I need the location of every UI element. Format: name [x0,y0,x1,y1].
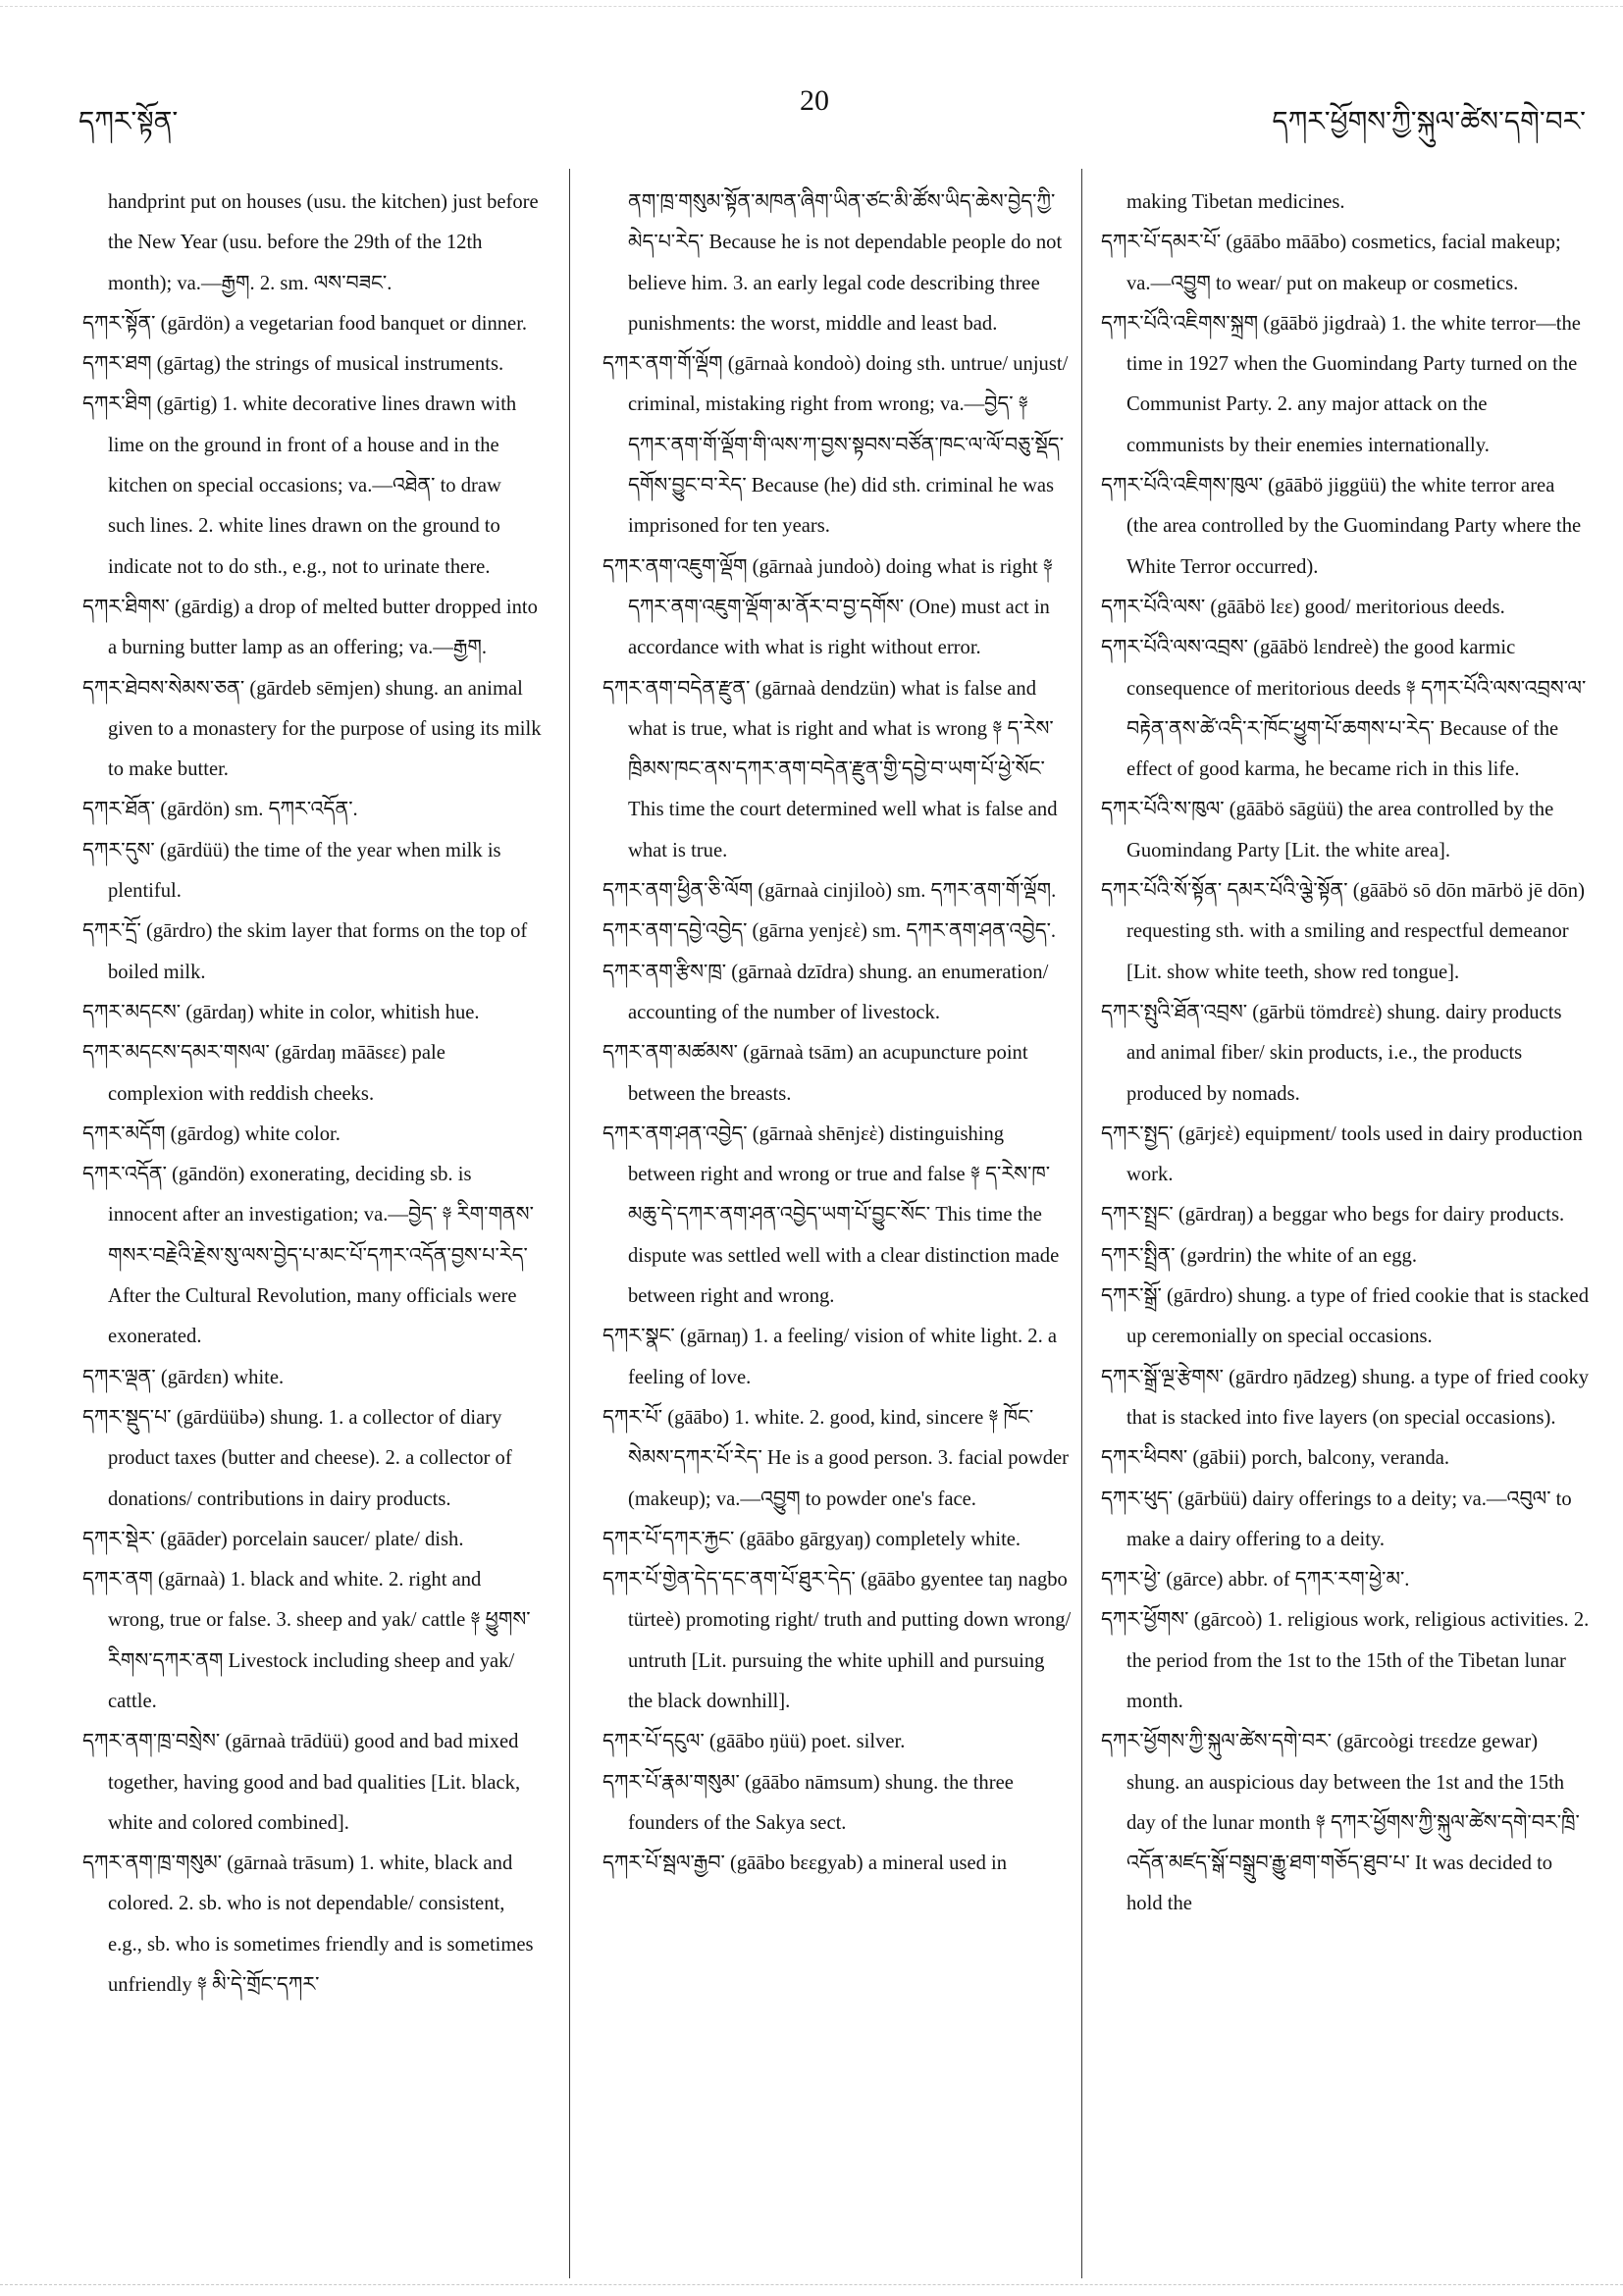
dictionary-entry: དཀར་པོའི་འཇིགས་ཁུལ་ (gāābö jiggüü) the white terror area (the area controlled by the Guomindang Party where the White Terror occurred). [1101,475,1582,578]
dictionary-entry: དཀར་ནག་ཁྲ་བསྲེས་ (gārnaà trādüü) good and bad mixed together, having good and bad qualities [Lit. black, white and colored combined]. [82,1731,521,1834]
dictionary-entry: དཀར་ནག་མཚམས་ (gārnaà tsām) an acupuncture point between the breasts. [602,1042,1028,1105]
column-divider [1081,169,1082,2278]
dictionary-entry: དཀར་ཐེབས་སེམས་ཅན་ (gārdeb sēmjen) shung. an animal given to a monastery for the purpose of using its milk to make butter. [82,677,542,781]
dictionary-entry: དཀར་ནག་ཤན་འབྱེད་ (gārnaà shēnjεὲ) distinguishing between right and wrong or true and false ༈ ད་རེས་ཁ་མཆུ་དེ་དཀར་ནག་ཤན་འབྱེད་ཡག་པོ་བྱུང་སོང་ This time the dispute was settled well with a clear distinction made between right and wrong. [602,1122,1060,1308]
dictionary-column-2 [602,183,1073,2272]
dictionary-entry: དཀར་ཕུད་ (gārbüü) dairy offerings to a deity; va.—འབུལ་ to make a dairy offering to a deity. [1101,1487,1572,1550]
dictionary-column-1 [82,183,542,2272]
dictionary-entry: དཀར་སྒྲོ་ལྔ་རྩེགས་ (gārdro ŋādzeg) shung. a type of fried cooky that is stacked into five layers (on special occasions). [1101,1366,1590,1429]
dictionary-entry: དཀར་སྤུའི་ཐོན་འབྲས་ (gārbü tömdrεὲ) shung. dairy products and animal fiber/ skin products, i.e., the products produced by nomads. [1101,1001,1562,1105]
dictionary-entry: དཀར་འདོན་ (gāndön) exonerating, deciding sb. is innocent after an investigation; va.—བྱེད་ ༈ རིག་གནས་གསར་བརྗེའི་རྗེས་སུ་ལས་བྱེད་པ་མང་པོ་དཀར་འདོན་བྱས་པ་རེད་ After the Cultural Revolution, many officials were exonerated. [82,1164,534,1348]
dictionary-entry: དཀར་ནག (gārnaà) 1. black and white. 2. right and wrong, true or false. 3. sheep and yak/ cattle ༈ ཕྱུགས་རིགས་དཀར་ནག Livestock including sheep and yak/ cattle. [82,1569,531,1712]
dictionary-entry: དཀར་ཐོན་ (gārdön) sm. དཀར་འདོན་. [82,799,358,821]
dictionary-entry: དཀར་ཐིག (gārtig) 1. white decorative lines drawn with lime on the ground in front of a house and in the kitchen on special occasions; va.—འཐེན་ to draw such lines. 2. white lines drawn on the ground to indicate not to do sth., e.g., not to urinate there. [82,393,517,578]
dictionary-entry: དཀར་པོ་ (gāābo) 1. white. 2. good, kind, sincere ༈ ཁོང་སེམས་དཀར་པོ་རེད་ He is a good person. 3. facial powder (makeup); va.—འབྱུག to powder one's face. [602,1406,1070,1510]
dictionary-entry: དཀར་སྤྲིན་ (gərdrin) the white of an egg. [1101,1244,1417,1267]
dictionary-entry: དཀར་ནག་རྩིས་ཁྲ་ (gārnaà dzīdra) shung. an enumeration/ accounting of the number of livestock. [602,961,1049,1023]
dictionary-entry: དཀར་སྟོན་ (gārdön) a vegetarian food banquet or dinner. [82,312,528,335]
dictionary-entry: དཀར་ཕྱེ་ (gārce) abbr. of དཀར་རག་ཕྱེ་མ་. [1101,1569,1410,1592]
dictionary-entry: དཀར་སྒྲོ་ (gārdro) shung. a type of fried cookie that is stacked up ceremonially on special occasions. [1101,1285,1589,1348]
dictionary-entry: དཀར་ཕྱོགས་ (gārcoò) 1. religious work, religious activities. 2. the period from the 1st to the 15th of the Tibetan lunar month. [1101,1609,1590,1712]
dictionary-entry: དཀར་མདངས་དམར་གསལ་ (gārdaŋ māāsεε) pale complexion with reddish cheeks. [82,1042,445,1105]
dictionary-entry: དཀར་ཕྱོགས་ཀྱི་སྐུལ་ཚེས་དགེ་བར་ (gārcoògi trεεdze gewar) shung. an auspicious day between the 1st and the 15th day of the lunar month ༈ དཀར་ཕྱོགས་ཀྱི་སྐུལ་ཚེས་དགེ་བར་ཁྲི་འདོན་མཛད་སྒོ་བསྒྲུབ་རྒྱུ་ཐག་གཅོད་ཐུབ་པ་ It was decided to hold the [1101,1731,1580,1915]
dictionary-entry: དཀར་ནག་གོ་ལྡོག (gārnaà kondoò) doing sth. untrue/ unjust/ criminal, mistaking right from wrong; va.—བྱེད་ ༈ དཀར་ནག་གོ་ལྡོག་གི་ལས་ཀ་བྱས་སྟབས་བཙོན་ཁང་ལ་ལོ་བཅུ་སྡོད་དགོས་བྱུང་བ་རེད་ Because (he) did sth. criminal he was imprisoned for ten years. [602,353,1069,538]
dictionary-entry: དཀར་པོའི་འཇིགས་སྐྲག (gāābö jigdraà) 1. the white terror—the time in 1927 when the Guomindang Party turned on the Communist Party. 2. any major attack on the communists by their enemies internationally. [1101,312,1581,456]
dictionary-entry: དཀར་སྤྱད་ (gārjεὲ) equipment/ tools used in dairy production work. [1101,1122,1583,1186]
dictionary-entry: དཀར་དྲོ་ (gārdro) the skim layer that forms on the top of boiled milk. [82,920,528,983]
dictionary-entry: དཀར་སྣང་ (gārnaŋ) 1. a feeling/ vision of white light. 2. a feeling of love. [602,1326,1058,1388]
dictionary-entry: དཀར་མདོག (gārdog) white color. [82,1122,340,1145]
dictionary-entry: དཀར་ནག་ཁྲ་གསུམ་ (gārnaà trāsum) 1. white, black and colored. 2. sb. who is not dependable/ consistent, e.g., sb. who is sometimes friendly and is sometimes unfriendly ༈ མི་དེ་གྲོང་དཀར་ [82,1852,534,1997]
dictionary-entry: དཀར་ལྡན་ (gārdεn) white. [82,1366,285,1388]
dictionary-entry: དཀར་སྡུད་པ་ (gārdüübə) shung. 1. a collector of diary product taxes (butter and cheese). 2. a collector of donations/ contributions in dairy products. [82,1406,512,1510]
continued-entry: making Tibetan medicines. [1126,191,1345,213]
dictionary-column-3 [1101,183,1590,2272]
dictionary-entry: དཀར་པོའི་ས་ཁུལ་ (gāābö sāgüü) the area controlled by the Guomindang Party [Lit. the white area]. [1101,799,1554,861]
dictionary-entry: དཀར་ནག་ཕྱིན་ཅི་ལོག (gārnaà cinjiloò) sm. དཀར་ནག་གོ་ལྡོག. [602,880,1057,903]
header-right-guideword: དཀར་ཕྱོགས་ཀྱི་སྐུལ་ཚེས་དགེ་བར་ [1272,107,1586,137]
dictionary-entry: དཀར་པོའི་ལས་འབྲས་ (gāābö lεndreè) the good karmic consequence of meritorious deeds ༈ དཀར་པོའི་ལས་འབྲས་ལ་བརྟེན་ནས་ཚེ་འདི་ར་ཁོང་ཕྱུག་པོ་ཆགས་པ་རེད་ Because of the effect of good karma, he became rich in this life. [1101,637,1587,781]
dictionary-entry: དཀར་པོའི་ལས་ (gāābö lεε) good/ meritorious deeds. [1101,596,1505,618]
dictionary-entry: དཀར་པོ་གྱེན་དེད་དང་ནག་པོ་ཐུར་དེད་ (gāābo gyentee taŋ nagbo türteè) promoting right/ truth and putting down wrong/ untruth [Lit. pursuing the white uphill and pursuing the black downhill]. [602,1569,1072,1712]
dictionary-entry: དཀར་ཐག (gārtag) the strings of musical instruments. [82,353,504,376]
dictionary-entry: དཀར་སྤྲང་ (gārdraŋ) a beggar who begs for dairy products. [1101,1204,1565,1226]
header-left-guideword: དཀར་སྟོན་ [79,107,179,137]
dictionary-entry: དཀར་པོ་སྦལ་རྒྱབ་ (gāābo bεεgyab) a mineral used in [602,1852,1008,1875]
continued-entry: ནག་ཁྲ་གསུམ་སྟོན་མཁན་ཞིག་ཡིན་ཙང་མི་ཚོས་ཡིད་ཆེས་བྱེད་ཀྱི་མེད་པ་རེད་ Because he is not dependable people do not believe him. 3. an early legal code describing three punishments: the worst, middle and least bad. [628,191,1063,335]
dictionary-entry: དཀར་ནག་འཇུག་ལྡོག (gārnaà jundoò) doing what is right ༈ དཀར་ནག་འཇུག་ལྡོག་མ་ནོར་བ་བྱ་དགོས་ (One) must act in accordance with what is right without error. [602,555,1053,659]
dictionary-entry: དཀར་ནག་དབྱེ་འབྱེད་ (gārna yenjεὲ) sm. དཀར་ནག་ཤན་འབྱེད་. [602,920,1057,943]
dictionary-entry: དཀར་ནག་བདེན་རྫུན་ (gārnaà dendzün) what is false and what is true, what is right and what is wrong ༈ ད་རེས་ཁྲིམས་ཁང་ནས་དཀར་ནག་བདེན་རྫུན་གྱི་དབྱེ་བ་ཡག་པོ་ཕྱེ་སོང་ This time the court determined well what is false and what is true. [602,677,1058,861]
page-number: 20 [800,84,829,117]
scan-edge-bottom [0,2284,1623,2285]
dictionary-entry: དཀར་ཐིགས་ (gārdig) a drop of melted butter dropped into a burning butter lamp as an offering; va.—རྒྱག. [82,596,538,659]
dictionary-entry: དཀར་པོ་དམར་པོ་ (gāābo māābo) cosmetics, facial makeup; va.—འབྱུག to wear/ put on makeup or cosmetics. [1101,232,1561,294]
dictionary-entry: དཀར་པོ་དཀར་རྐྱང་ (gāābo gārgyaŋ) completely white. [602,1528,1021,1550]
column-divider [569,169,570,2278]
dictionary-entry: དཀར་མདངས་ (gārdaŋ) white in color, whitish hue. [82,1001,480,1023]
dictionary-entry: དཀར་དུས་ (gārdüü) the time of the year when milk is plentiful. [82,839,501,903]
dictionary-entry: དཀར་པོ་རྣམ་གསུམ་ (gāābo nāmsum) shung. the three founders of the Sakya sect. [602,1771,1014,1834]
dictionary-entry: དཀར་ཕིབས་ (gābii) porch, balcony, veranda. [1101,1447,1450,1470]
continued-entry: handprint put on houses (usu. the kitchen) just before the New Year (usu. before the 29th of the 12th month); va.—རྒྱག. 2. sm. ལས་བཟང་. [108,191,539,294]
scan-edge-top [0,6,1623,7]
dictionary-entry: དཀར་སྡེར་ (gāāder) porcelain saucer/ plate/ dish. [82,1528,464,1550]
dictionary-entry: དཀར་པོའི་སོ་སྟོན་ དམར་པོའི་ལྕེ་སྟོན་ (gāābö sō dōn mārbö jē dōn) requesting sth. with a smiling and respectful demeanor [Lit. show white teeth, show red tongue]. [1101,880,1585,983]
dictionary-entry: དཀར་པོ་དངུལ་ (gāābo ŋüü) poet. silver. [602,1731,906,1753]
